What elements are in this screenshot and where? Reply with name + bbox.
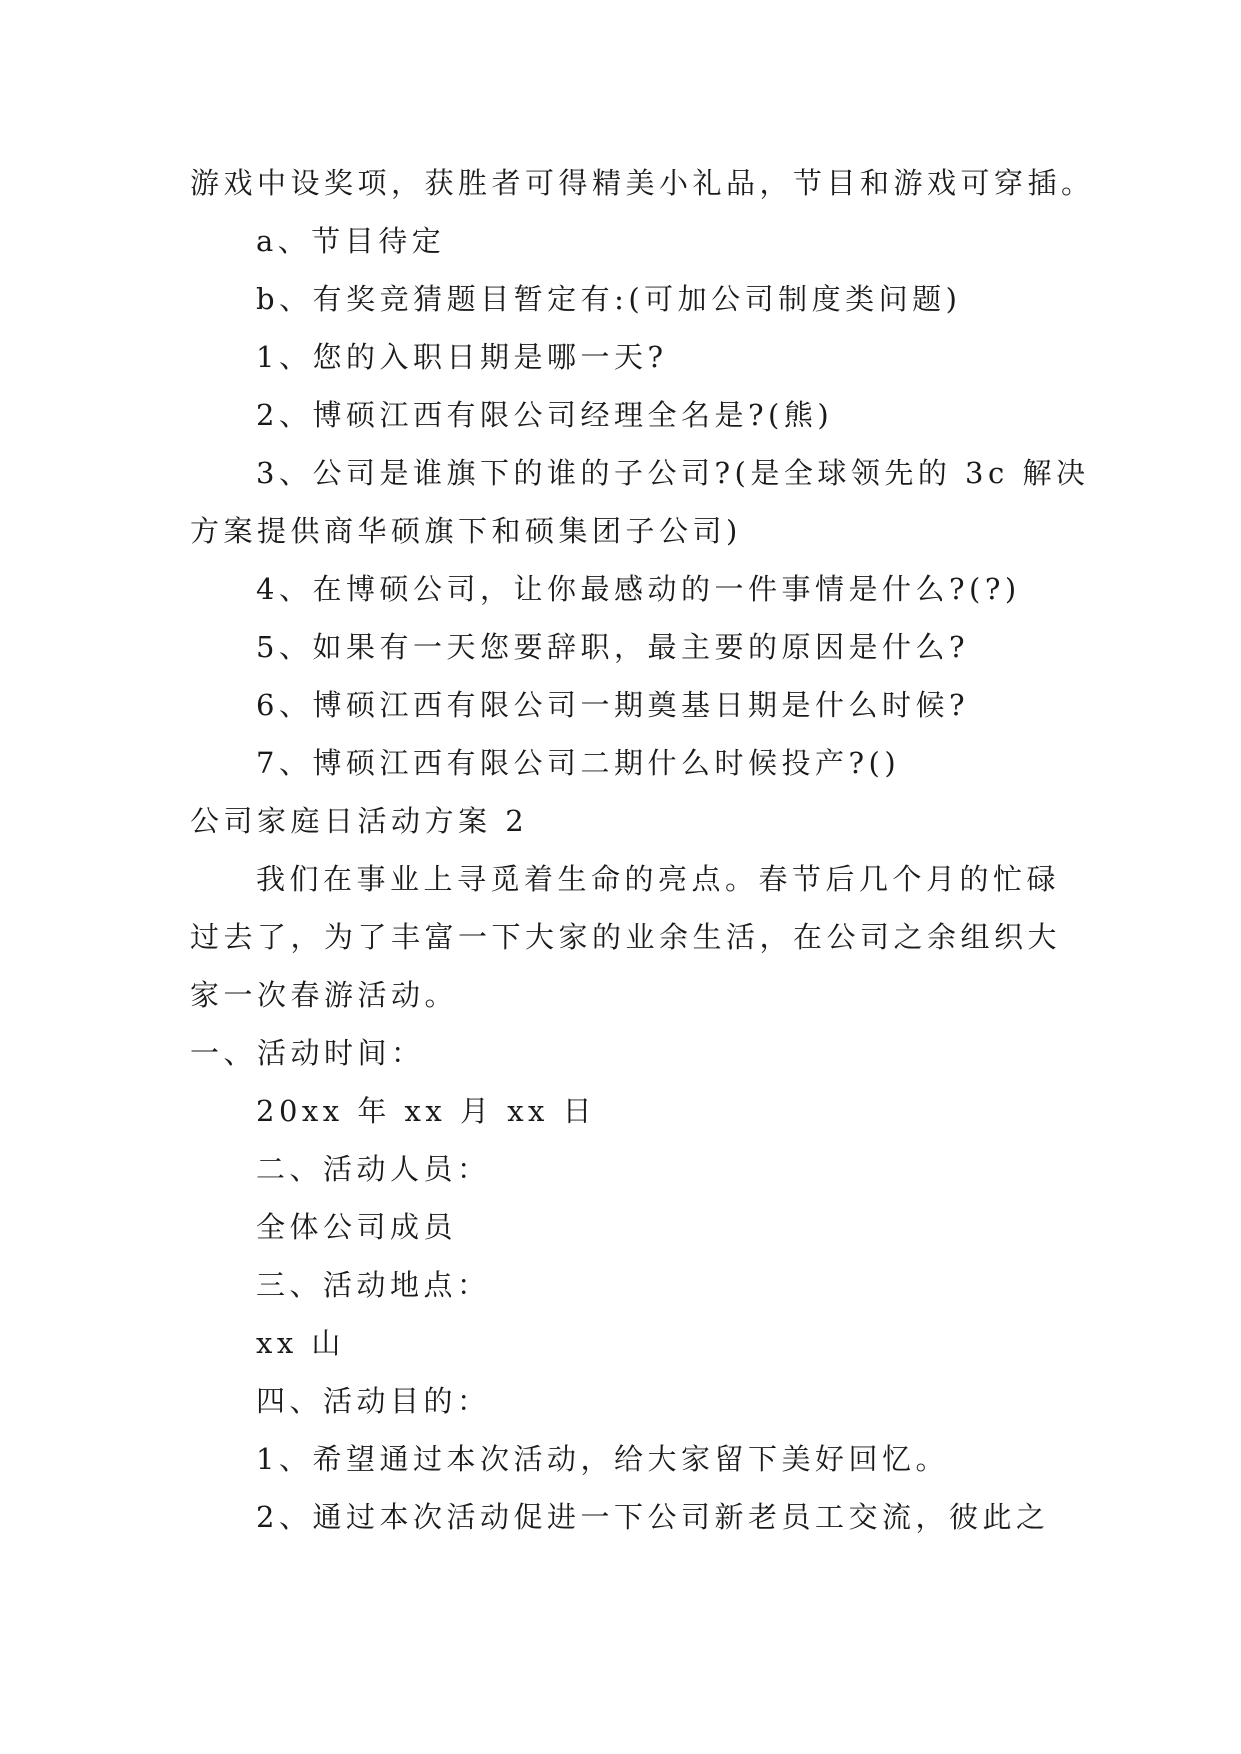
list-item: 6、博硕江西有限公司一期奠基日期是什么时候? (256, 688, 969, 722)
list-item: 2、博硕江西有限公司经理全名是?(熊) (256, 398, 834, 432)
paragraph-line: 游戏中设奖项，获胜者可得精美小礼品，节目和游戏可穿插。 (190, 166, 1095, 200)
list-item: 1、希望通过本次活动，给大家留下美好回忆。 (256, 1442, 949, 1476)
list-item-continuation: 方案提供商华硕旗下和硕集团子公司) (190, 514, 742, 548)
subsection-heading: 二、活动人员： (256, 1152, 491, 1186)
list-item: 1、您的入职日期是哪一天? (256, 340, 668, 374)
subsection-heading: 一、活动时间： (190, 1036, 425, 1070)
list-item: 7、博硕江西有限公司二期什么时候投产?() (256, 746, 901, 780)
subsection-heading: 四、活动目的： (256, 1384, 491, 1418)
paragraph-line: 我们在事业上寻觅着生命的亮点。春节后几个月的忙碌 (256, 862, 1061, 896)
paragraph-line: 家一次春游活动。 (190, 978, 459, 1012)
list-item: b、有奖竞猜题目暂定有:(可加公司制度类问题) (256, 282, 962, 316)
paragraph-line: 20xx 年 xx 月 xx 日 (256, 1094, 597, 1128)
section-heading: 公司家庭日活动方案 2 (190, 804, 529, 838)
paragraph-line: 过去了，为了丰富一下大家的业余生活，在公司之余组织大 (190, 920, 1062, 954)
subsection-heading: 三、活动地点： (256, 1268, 491, 1302)
paragraph-line: xx 山 (256, 1326, 345, 1360)
paragraph-line: 全体公司成员 (256, 1210, 458, 1244)
list-item: 5、如果有一天您要辞职，最主要的原因是什么? (256, 630, 969, 664)
list-item: 3、公司是谁旗下的谁的子公司?(是全球领先的 3c 解决 (256, 456, 1090, 490)
list-item: 4、在博硕公司，让你最感动的一件事情是什么?(?) (256, 572, 1021, 606)
list-item: 2、通过本次活动促进一下公司新老员工交流，彼此之 (256, 1500, 1050, 1534)
list-item: a、节目待定 (256, 224, 446, 258)
